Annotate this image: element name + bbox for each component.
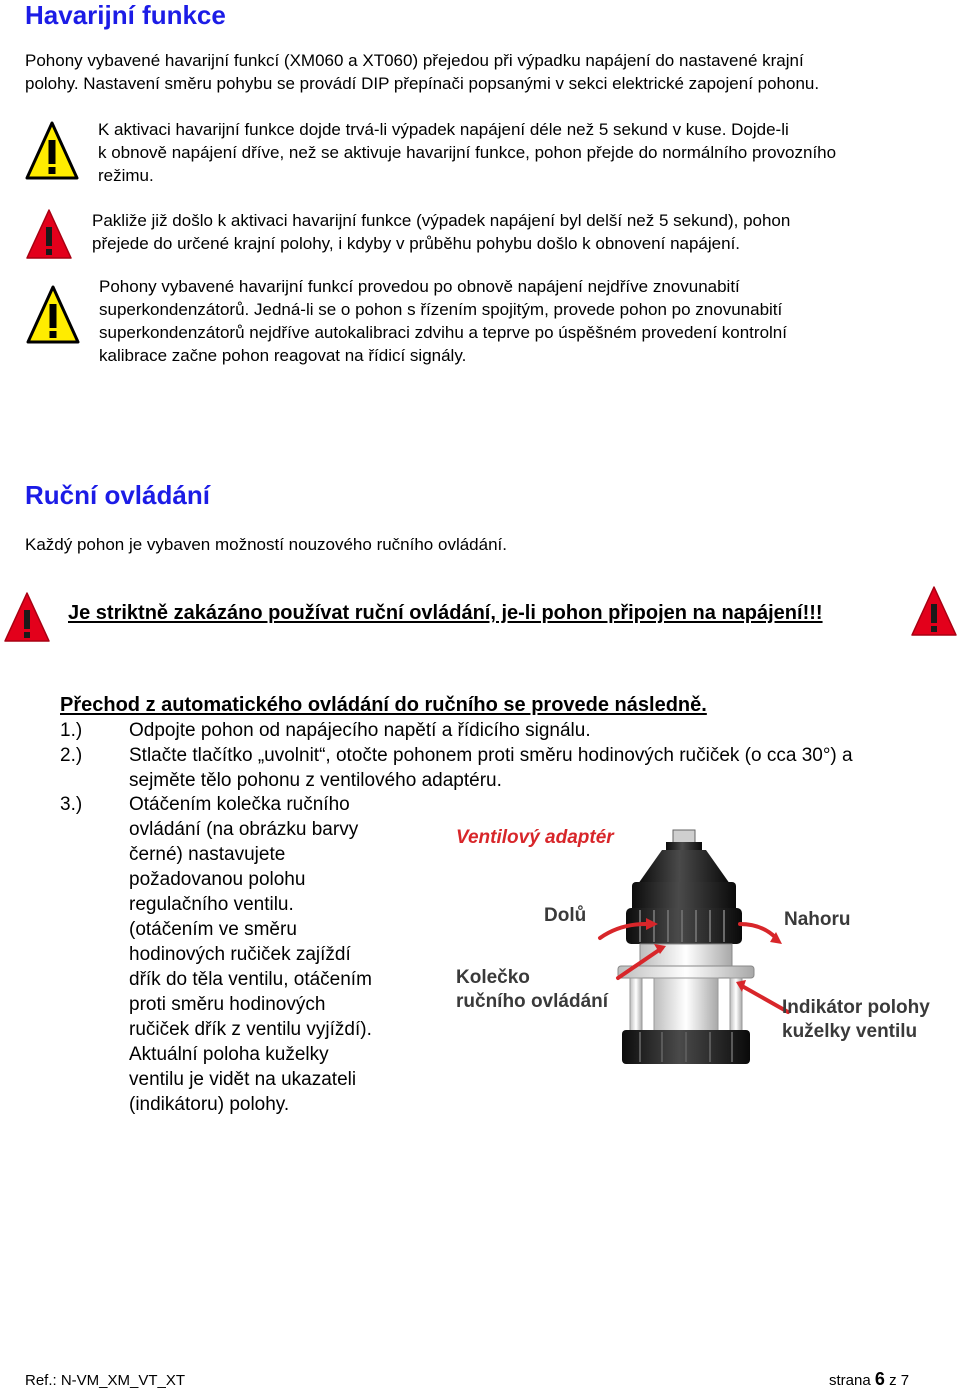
label-valve-adapter: Ventilový adaptér <box>456 827 614 848</box>
label-manual-wheel: Kolečko ručního ovládání <box>456 967 609 1012</box>
procedure-title: Přechod z automatického ovládání do ručního se provede následně. <box>60 694 707 716</box>
step-text: Stlačte tlačítko „uvolnit“, otočte pohonem proti směru hodinových ručiček (o cca 30°) a sejměte tělo pohonu z ventilového adaptéru. <box>129 745 853 791</box>
manual-intro: Každý pohon je vybaven možností nouzového ručního ovládání. <box>25 535 507 554</box>
actuator-figure <box>450 820 950 1080</box>
warning-triangle-icon <box>24 120 80 182</box>
footer-reference: Ref.: N-VM_XM_VT_XT <box>25 1372 186 1389</box>
label-position-indicator: Indikátor polohy kuželky ventilu <box>782 997 930 1042</box>
step-number: 3.) <box>60 794 83 815</box>
section-title-emergency: Havarijní funkce <box>25 0 226 30</box>
step-text: Otáčením kolečka ručního ovládání (na obrázku barvy černé) nastavujete požadovanou polohu regulačního ventilu. (otáčením ve směru hodinových ručiček zajíždí dřík do těla ventilu, otáčením proti směru hodinových ručiček dřík z ventilu vyjíždí). Aktuální poloha kuželky ventilu je vidět na ukazateli (indikátoru) polohy. <box>129 794 372 1115</box>
label-down: Dolů <box>544 905 587 926</box>
step-number: 2.) <box>60 745 83 766</box>
danger-triangle-icon <box>910 585 958 637</box>
section-title-manual: Ruční ovládání <box>25 480 210 510</box>
label-up: Nahoru <box>784 909 851 930</box>
danger-triangle-icon <box>25 208 73 260</box>
step-text: Odpojte pohon od napájecího napětí a řídicího signálu. <box>129 720 591 741</box>
step-number: 1.) <box>60 720 83 741</box>
warning-text-1: K aktivaci havarijní funkce dojde trvá-li výpadek napájení déle než 5 sekund v kuse. Dojde-li k obnově napájení dříve, než se aktivuje havarijní funkce, pohon přejde do normálního provozního režimu. <box>98 120 837 185</box>
prohibition-warning: Je striktně zakázáno používat ruční ovládání, je-li pohon připojen na napájení!!! <box>68 602 823 624</box>
warning-triangle-icon <box>25 284 81 346</box>
danger-triangle-icon <box>3 591 51 643</box>
footer-page-number: strana 6 z 7 <box>829 1369 910 1389</box>
warning-text-2: Pakliže již došlo k aktivaci havarijní funkce (výpadek napájení byl delší než 5 sekund), pohon přejede do určené krajní polohy, i kdyby v průběhu pohybu došlo k obnovení napájení. <box>92 211 791 253</box>
emergency-intro: Pohony vybavené havarijní funkcí (XM060 a XT060) přejedou při výpadku napájení do nastavené krajní polohy. Nastavení směru pohybu se provádí DIP přepínači popsanými v sekci elektrické zapojení pohonu. <box>25 51 820 93</box>
warning-text-3: Pohony vybavené havarijní funkcí provedou po obnově napájení nejdříve znovunabití superkondenzátorů. Jedná-li se o pohon s řízením spojitým, provede pohon po znovunabití superkondenzátorů nejdříve autokalibraci zdvihu a teprve po úspěšném provedení kontrolní kalibrace začne pohon reagovat na řídicí signály. <box>99 277 787 365</box>
